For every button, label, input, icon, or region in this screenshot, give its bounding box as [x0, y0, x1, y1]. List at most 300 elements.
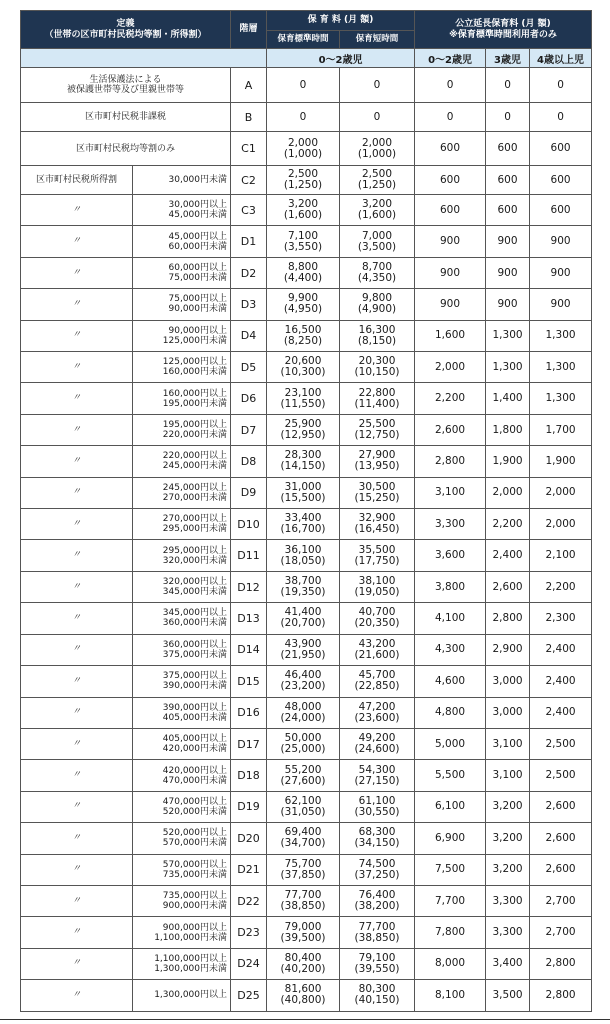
table-row [21, 68, 592, 103]
fee-short-hours [340, 383, 415, 414]
fee-short-hours-amount: 43,200 [358, 637, 396, 650]
fee-standard-hours [267, 540, 340, 571]
fee-standard-hours [267, 289, 340, 320]
ext-fee-age-4: 1,700 [530, 414, 592, 445]
income-range-line: 420,000円未満 [162, 744, 228, 755]
definition-line: 区市町村民税均等割のみ [76, 143, 176, 154]
income-range-line: 220,000円以上 [162, 451, 228, 462]
tier-cell: D10 [231, 509, 267, 540]
income-range-line: 735,000円未満 [162, 869, 228, 880]
definition-category: 〃 [21, 823, 133, 854]
ext-fee-age-4: 1,300 [530, 320, 592, 351]
fee-short-hours-amount: 2,500 [361, 168, 393, 180]
fee-standard-hours-amount: 43,900 [284, 637, 322, 650]
definition-category: 〃 [21, 697, 133, 728]
fee-short-hours [340, 257, 415, 288]
income-range-line: 520,000円以上 [162, 828, 228, 839]
fee-standard-hours-amount: 7,100 [287, 229, 319, 242]
ext-fee-age-3: 3,200 [486, 854, 530, 885]
ext-fee-age-4: 600 [530, 132, 592, 166]
fee-standard-hours [267, 885, 340, 916]
tier-cell: D9 [231, 477, 267, 508]
fee-short-hours [340, 917, 415, 948]
definition-category: 〃 [21, 226, 133, 257]
header-blank [21, 49, 267, 68]
ext-fee-age-0-2: 2,600 [415, 414, 486, 445]
fee-short-hours [340, 477, 415, 508]
fee-short-hours [340, 540, 415, 571]
definition-cell [21, 132, 231, 166]
definition-category: 〃 [21, 760, 133, 791]
fee-short-hours-half: (24,600) [354, 743, 400, 756]
fee-short-hours-amount: 54,300 [358, 763, 396, 776]
fee-standard-hours-amount: 38,700 [284, 575, 322, 588]
ext-fee-age-4: 900 [530, 289, 592, 320]
income-range-line: 345,000円未満 [162, 587, 228, 598]
table-row [21, 571, 592, 602]
income-range-line: 60,000円以上 [168, 263, 228, 274]
tier-cell: D4 [231, 320, 267, 351]
fee-short-hours-amount: 0 [373, 110, 381, 123]
tier-cell: D22 [231, 885, 267, 916]
tier-cell: D20 [231, 823, 267, 854]
fee-standard-hours [267, 226, 340, 257]
income-range [133, 666, 231, 697]
header-ext-age-3: 3歳児 [486, 49, 530, 68]
income-range [133, 571, 231, 602]
ext-fee-age-3: 900 [486, 289, 530, 320]
fee-standard-hours [267, 760, 340, 791]
ext-fee-age-0-2: 900 [415, 257, 486, 288]
table-row [21, 760, 592, 791]
ext-fee-age-0-2: 600 [415, 195, 486, 226]
fee-standard-hours-half: (40,800) [280, 994, 326, 1007]
fee-short-hours [340, 697, 415, 728]
ext-fee-age-3: 2,800 [486, 603, 530, 634]
income-range-line: 375,000円未満 [162, 649, 228, 660]
income-range [133, 948, 231, 979]
income-range-line: 390,000円以上 [162, 702, 228, 713]
fee-short-hours [340, 854, 415, 885]
ext-fee-age-3: 2,000 [486, 477, 530, 508]
fee-standard-hours-amount: 23,100 [284, 386, 322, 399]
income-range [133, 257, 231, 288]
income-range-line: 90,000円以上 [168, 325, 228, 336]
fee-short-hours [340, 666, 415, 697]
tier-cell: D14 [231, 634, 267, 665]
fee-short-hours-amount: 16,300 [358, 323, 396, 336]
definition-category: 〃 [21, 477, 133, 508]
income-range-line: 405,000円未満 [162, 712, 228, 723]
income-range-line: 160,000円未満 [162, 367, 228, 378]
fee-short-hours-half: (13,950) [354, 460, 400, 473]
fee-standard-hours-amount: 46,400 [284, 669, 322, 682]
ext-fee-age-0-2: 3,100 [415, 477, 486, 508]
fee-short-hours [340, 571, 415, 602]
fee-standard-hours-amount: 41,400 [284, 606, 322, 619]
fee-short-hours [340, 728, 415, 759]
fee-short-hours-amount: 76,400 [358, 889, 396, 902]
definition-line: 生活保護法による [89, 75, 162, 85]
income-range-line: 195,000円未満 [162, 398, 228, 409]
fee-short-hours-half: (37,250) [354, 868, 400, 881]
income-range [133, 320, 231, 351]
fee-standard-hours [267, 257, 340, 288]
definition-category: 〃 [21, 948, 133, 979]
income-range-line: 60,000円未満 [168, 241, 228, 252]
tier-cell: C2 [231, 166, 267, 195]
table-row [21, 854, 592, 885]
ext-fee-age-4: 2,000 [530, 477, 592, 508]
fee-standard-hours [267, 383, 340, 414]
ext-fee-age-0-2: 3,800 [415, 571, 486, 602]
income-range [133, 226, 231, 257]
fee-standard-hours [267, 980, 340, 1011]
ext-fee-age-0-2: 7,500 [415, 854, 486, 885]
fee-short-hours-half: (21,600) [354, 648, 400, 661]
fee-short-hours [340, 226, 415, 257]
income-range [133, 540, 231, 571]
fee-standard-hours-half: (1,250) [283, 179, 323, 191]
fee-short-hours [340, 509, 415, 540]
ext-fee-age-3: 1,300 [486, 352, 530, 383]
income-range-line: 195,000円以上 [162, 420, 228, 431]
ext-fee-age-3: 0 [486, 68, 530, 103]
table-row [21, 697, 592, 728]
ext-fee-age-0-2: 0 [415, 68, 486, 103]
income-range [133, 885, 231, 916]
fee-standard-hours [267, 446, 340, 477]
ext-fee-age-0-2: 7,800 [415, 917, 486, 948]
fee-standard-hours [267, 791, 340, 822]
fee-short-hours-amount: 74,500 [358, 857, 396, 870]
tier-cell: D7 [231, 414, 267, 445]
table-row [21, 917, 592, 948]
fee-short-hours [340, 885, 415, 916]
fee-short-hours [340, 823, 415, 854]
ext-fee-age-0-2: 900 [415, 226, 486, 257]
ext-fee-age-3: 1,300 [486, 320, 530, 351]
fee-standard-hours-amount: 69,400 [284, 826, 322, 839]
fee-short-hours [340, 320, 415, 351]
fee-short-hours-half: (22,850) [354, 680, 400, 693]
ext-fee-age-3: 0 [486, 103, 530, 132]
fee-standard-hours [267, 68, 340, 103]
ext-fee-age-0-2: 3,300 [415, 509, 486, 540]
ext-fee-age-4: 2,100 [530, 540, 592, 571]
tier-cell: A [231, 68, 267, 103]
income-range [133, 289, 231, 320]
tier-cell: D15 [231, 666, 267, 697]
fee-short-hours-amount: 32,900 [358, 512, 396, 525]
ext-fee-age-4: 2,400 [530, 634, 592, 665]
table-row [21, 477, 592, 508]
fee-standard-hours [267, 948, 340, 979]
fee-standard-hours [267, 697, 340, 728]
income-range-line: 245,000円未満 [162, 461, 228, 472]
definition-line: 被保護世帯等及び里親世帯等 [67, 85, 185, 95]
ext-fee-age-4: 2,500 [530, 728, 592, 759]
table-row [21, 728, 592, 759]
tier-cell: D25 [231, 980, 267, 1011]
fee-short-hours-amount: 45,700 [358, 669, 396, 682]
definition-category: 〃 [21, 195, 133, 226]
tier-cell: D17 [231, 728, 267, 759]
definition-category: 〃 [21, 414, 133, 445]
fee-short-hours-half: (20,350) [354, 617, 400, 630]
fee-short-hours-half: (38,200) [354, 900, 400, 913]
fee-standard-hours-amount: 16,500 [284, 323, 322, 336]
ext-fee-age-0-2: 3,600 [415, 540, 486, 571]
table-row [21, 634, 592, 665]
ext-fee-age-3: 2,400 [486, 540, 530, 571]
income-range-line: 30,000円以上 [168, 200, 228, 211]
fee-standard-hours-amount: 80,400 [284, 951, 322, 964]
table-row [21, 383, 592, 414]
ext-fee-age-4: 2,700 [530, 885, 592, 916]
table-row [21, 226, 592, 257]
fee-short-hours-amount: 27,900 [358, 449, 396, 462]
ext-fee-age-4: 2,400 [530, 666, 592, 697]
fee-short-hours [340, 195, 415, 226]
fee-short-hours-half: (19,050) [354, 586, 400, 599]
fee-standard-hours-amount: 3,200 [287, 198, 319, 211]
tier-cell: D8 [231, 446, 267, 477]
ext-fee-age-0-2: 5,500 [415, 760, 486, 791]
fee-short-hours-amount: 8,700 [361, 261, 393, 274]
income-range [133, 477, 231, 508]
income-range [133, 697, 231, 728]
ext-fee-age-3: 1,800 [486, 414, 530, 445]
ext-fee-age-4: 600 [530, 166, 592, 195]
tier-cell: D2 [231, 257, 267, 288]
income-range [133, 854, 231, 885]
fee-short-hours-amount: 47,200 [358, 700, 396, 713]
fee-short-hours-amount: 22,800 [358, 386, 396, 399]
fee-standard-hours [267, 917, 340, 948]
fee-standard-hours-half: (23,200) [280, 680, 326, 693]
income-range-line: 570,000円未満 [162, 838, 228, 849]
fee-standard-hours-half: (12,950) [280, 429, 326, 442]
income-range-line: 470,000円未満 [162, 775, 228, 786]
ext-fee-age-4: 2,800 [530, 948, 592, 979]
income-range-line: 900,000円未満 [162, 901, 228, 912]
fee-standard-hours-half: (11,550) [280, 397, 326, 410]
ext-fee-age-3: 900 [486, 257, 530, 288]
fee-standard-hours [267, 352, 340, 383]
ext-fee-age-3: 2,200 [486, 509, 530, 540]
fee-short-hours-half: (30,550) [354, 805, 400, 818]
fee-standard-hours [267, 477, 340, 508]
table-row [21, 823, 592, 854]
definition-category: 〃 [21, 540, 133, 571]
ext-fee-age-0-2: 8,100 [415, 980, 486, 1011]
ext-fee-age-0-2: 8,000 [415, 948, 486, 979]
definition-category: 〃 [21, 634, 133, 665]
fee-standard-hours-half: (20,700) [280, 617, 326, 630]
table-row [21, 320, 592, 351]
fee-standard-hours-amount: 31,000 [284, 480, 322, 493]
definition-category: 〃 [21, 320, 133, 351]
fee-short-hours-half: (1,000) [357, 147, 397, 160]
tier-cell: B [231, 103, 267, 132]
income-range-line: 160,000円以上 [162, 388, 228, 399]
income-range [133, 352, 231, 383]
definition-category: 〃 [21, 352, 133, 383]
fee-standard-hours-amount: 75,700 [284, 857, 322, 870]
fee-standard-hours-half: (39,500) [280, 931, 326, 944]
ext-fee-age-0-2: 0 [415, 103, 486, 132]
income-range [133, 728, 231, 759]
header-tier: 階層 [231, 11, 267, 49]
table-row [21, 103, 592, 132]
income-range-line: 320,000円以上 [162, 577, 228, 588]
income-range-line: 75,000円未満 [168, 273, 228, 284]
header-ext-age-4: 4歳以上児 [530, 49, 592, 68]
definition-category: 〃 [21, 571, 133, 602]
income-range-line: 30,000円未満 [168, 175, 228, 185]
ext-fee-age-4: 2,600 [530, 854, 592, 885]
table-row [21, 414, 592, 445]
ext-fee-age-4: 900 [530, 226, 592, 257]
definition-category: 〃 [21, 980, 133, 1011]
definition-category: 〃 [21, 603, 133, 634]
income-range-line: 320,000円未満 [162, 555, 228, 566]
fee-standard-hours-half: (18,050) [280, 554, 326, 567]
income-range-line: 420,000円以上 [162, 765, 228, 776]
definition-category: 〃 [21, 383, 133, 414]
income-range [133, 917, 231, 948]
fee-standard-hours-half: (4,950) [283, 303, 323, 316]
ext-fee-age-4: 1,300 [530, 352, 592, 383]
income-range-line: 270,000円以上 [162, 514, 228, 525]
fee-short-hours-half: (1,250) [357, 179, 397, 191]
fee-standard-hours [267, 666, 340, 697]
fee-standard-hours-half: (1,000) [283, 147, 323, 160]
ext-fee-age-4: 2,500 [530, 760, 592, 791]
fee-standard-hours [267, 195, 340, 226]
ext-fee-age-0-2: 900 [415, 289, 486, 320]
header-standard-hours: 保育標準時間 [267, 31, 340, 49]
income-range-line: 245,000円以上 [162, 482, 228, 493]
table-row [21, 509, 592, 540]
fee-standard-hours [267, 103, 340, 132]
ext-fee-age-3: 3,000 [486, 697, 530, 728]
fee-standard-hours-half: (8,250) [283, 334, 323, 347]
fee-standard-hours [267, 166, 340, 195]
fee-short-hours-half: (39,550) [354, 962, 400, 975]
income-range-line: 390,000円未満 [162, 681, 228, 692]
fee-standard-hours-amount: 55,200 [284, 763, 322, 776]
fee-standard-hours-half: (3,550) [283, 240, 323, 253]
income-range [133, 980, 231, 1011]
ext-fee-age-0-2: 6,100 [415, 791, 486, 822]
fee-short-hours [340, 446, 415, 477]
ext-fee-age-4: 2,800 [530, 980, 592, 1011]
bottom-rule [0, 1019, 610, 1020]
fee-short-hours-half: (27,150) [354, 774, 400, 787]
table-row [21, 980, 592, 1011]
fee-short-hours-half: (17,750) [354, 554, 400, 567]
fee-standard-hours [267, 509, 340, 540]
table-row [21, 791, 592, 822]
definition-category: 〃 [21, 446, 133, 477]
fee-short-hours-half: (4,350) [357, 272, 397, 285]
fee-standard-hours [267, 571, 340, 602]
fee-table [20, 10, 592, 1012]
table-row [21, 666, 592, 697]
fee-short-hours-amount: 30,500 [358, 480, 396, 493]
fee-short-hours-amount: 35,500 [358, 543, 396, 556]
income-range-line: 75,000円以上 [168, 294, 228, 305]
fee-standard-hours-amount: 28,300 [284, 449, 322, 462]
income-range-line: 295,000円以上 [162, 545, 228, 556]
fee-standard-hours [267, 132, 340, 166]
definition-category: 〃 [21, 917, 133, 948]
ext-fee-age-3: 1,400 [486, 383, 530, 414]
definition-category: 〃 [21, 791, 133, 822]
definition-category: 〃 [21, 509, 133, 540]
definition-category: 区市町村民税所得割 [21, 166, 133, 195]
fee-standard-hours-amount: 36,100 [284, 543, 322, 556]
definition-category: 〃 [21, 666, 133, 697]
ext-fee-age-0-2: 5,000 [415, 728, 486, 759]
fee-standard-hours [267, 728, 340, 759]
fee-standard-hours-half: (38,850) [280, 900, 326, 913]
fee-short-hours-amount: 20,300 [358, 355, 396, 368]
fee-short-hours-amount: 2,000 [361, 136, 393, 149]
header-definition: 定義 （世帯の区市町村民税均等割・所得割） [21, 11, 231, 49]
fee-standard-hours-half: (25,000) [280, 743, 326, 756]
fee-short-hours-amount: 49,200 [358, 732, 396, 745]
tier-cell: D5 [231, 352, 267, 383]
tier-cell: D19 [231, 791, 267, 822]
fee-short-hours-half: (4,900) [357, 303, 397, 316]
fee-standard-hours-half: (21,950) [280, 648, 326, 661]
income-range [133, 383, 231, 414]
fee-short-hours-half: (34,150) [354, 837, 400, 850]
income-range-line: 345,000円以上 [162, 608, 228, 619]
ext-fee-age-0-2: 6,900 [415, 823, 486, 854]
tier-cell: D16 [231, 697, 267, 728]
fee-standard-hours-half: (24,000) [280, 711, 326, 724]
tier-cell: D24 [231, 948, 267, 979]
fee-short-hours-half: (40,150) [354, 994, 400, 1007]
fee-standard-hours [267, 603, 340, 634]
income-range-line: 45,000円以上 [168, 231, 228, 242]
income-range [133, 603, 231, 634]
income-range-line: 360,000円未満 [162, 618, 228, 629]
income-range-line: 1,100,000円未満 [154, 932, 228, 943]
ext-fee-age-0-2: 2,000 [415, 352, 486, 383]
fee-standard-hours-amount: 8,800 [287, 261, 319, 274]
income-range [133, 414, 231, 445]
table-row [21, 948, 592, 979]
fee-short-hours [340, 103, 415, 132]
income-range-line: 1,100,000円以上 [154, 953, 228, 964]
table-row [21, 289, 592, 320]
fee-standard-hours [267, 634, 340, 665]
ext-fee-age-0-2: 4,600 [415, 666, 486, 697]
ext-fee-age-3: 3,000 [486, 666, 530, 697]
income-range-line: 270,000円未満 [162, 492, 228, 503]
fee-short-hours-amount: 9,800 [361, 292, 393, 305]
fee-standard-hours-half: (4,400) [283, 272, 323, 285]
definition-cell [21, 103, 231, 132]
fee-standard-hours [267, 414, 340, 445]
fee-short-hours-half: (10,150) [354, 366, 400, 379]
income-range-line: 375,000円以上 [162, 671, 228, 682]
